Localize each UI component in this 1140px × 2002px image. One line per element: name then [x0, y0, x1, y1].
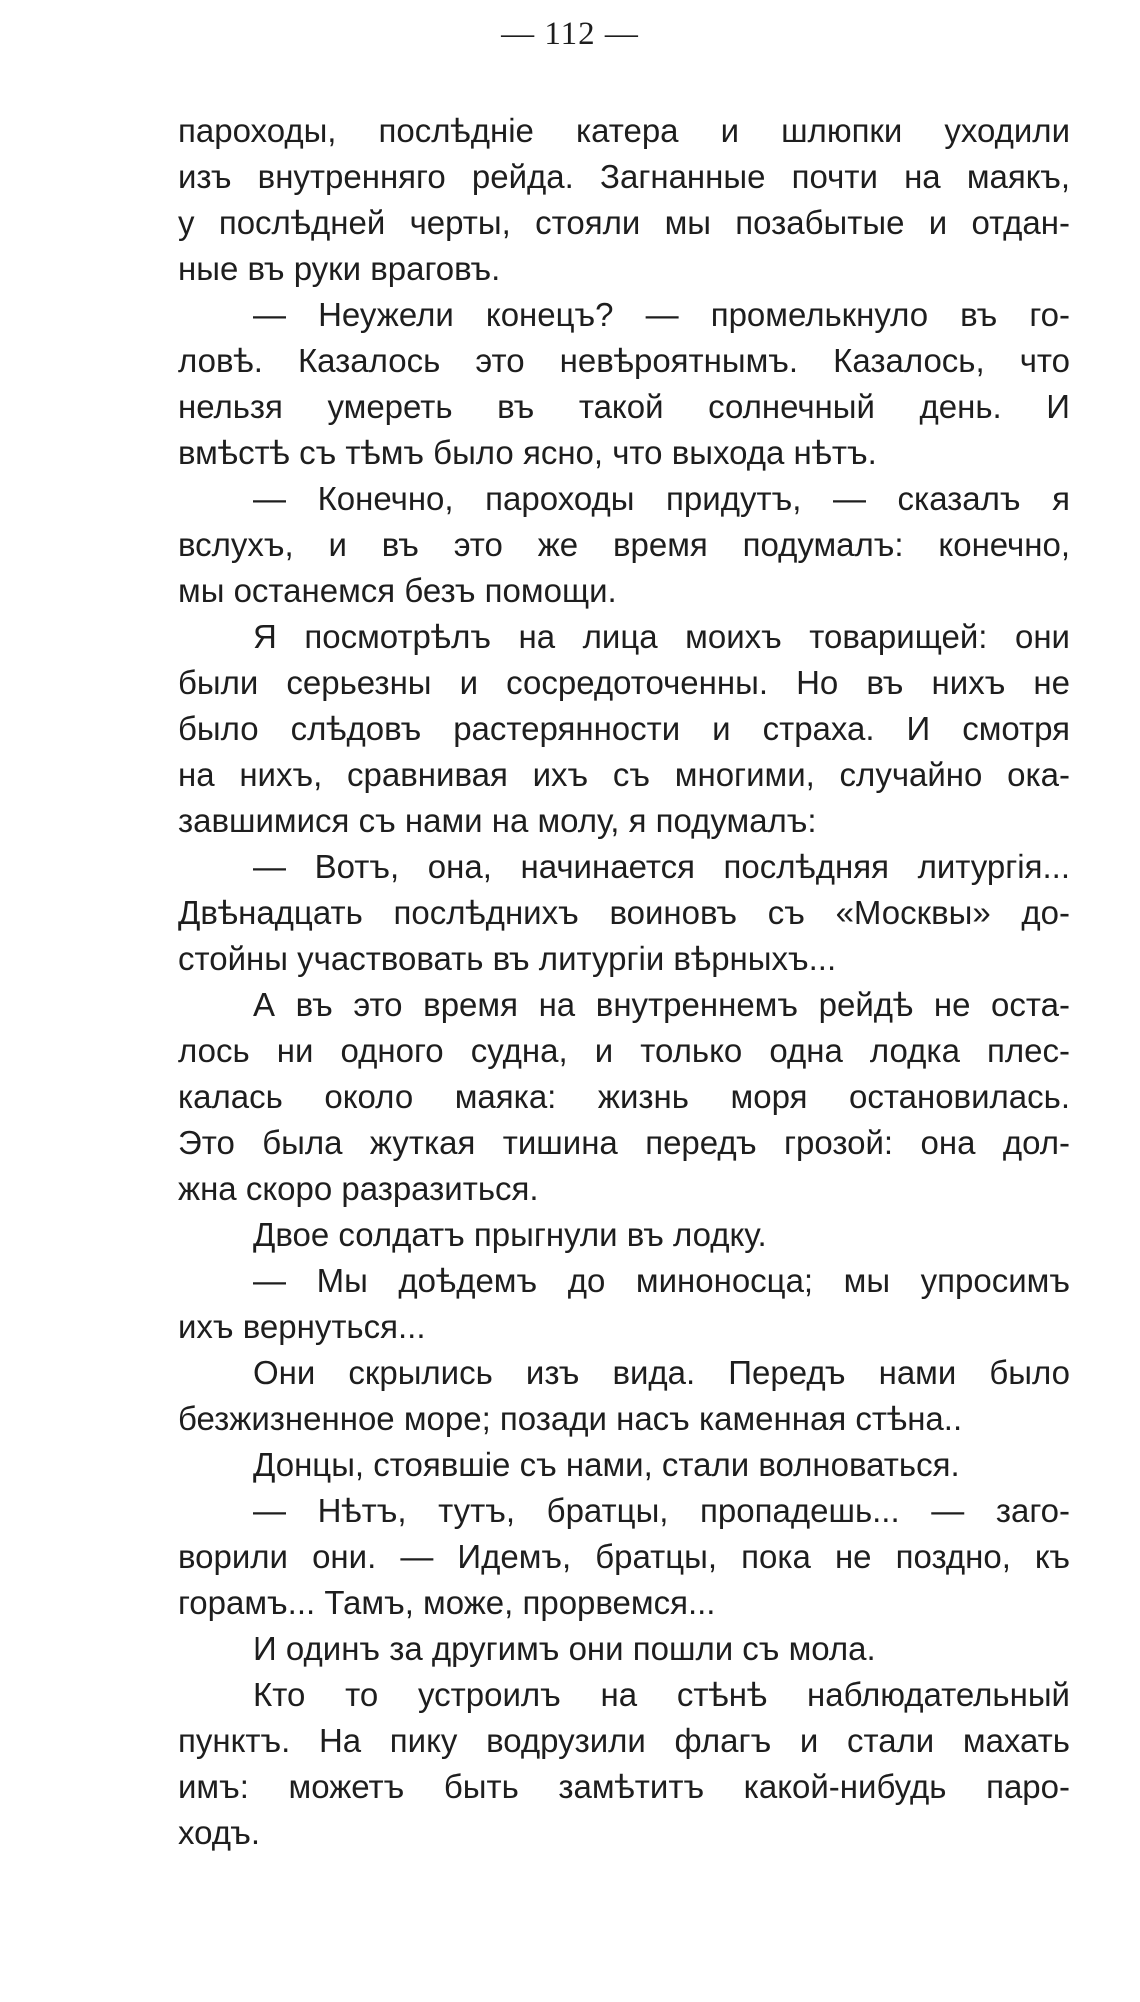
text-line: было слѣдовъ растерянности и страха. И смотря	[178, 710, 1070, 747]
text-line: лось ни одного судна, и только одна лодка плес-	[178, 1032, 1070, 1069]
text-line: — Неужели конецъ? — промелькнуло въ го-	[253, 296, 1070, 333]
text-line: пунктъ. На пику водрузили флагъ и стали махать	[178, 1722, 1070, 1759]
text-line: — Конечно, пароходы придутъ, — сказалъ я	[253, 480, 1070, 517]
text-line: на нихъ, сравнивая ихъ съ многими, случайно ока-	[178, 756, 1070, 793]
text-line: горамъ... Тамъ, може, прорвемся...	[178, 1584, 716, 1621]
text-line: Они скрылись изъ вида. Передъ нами было	[253, 1354, 1070, 1391]
text-line: были серьезны и сосредоточенны. Но въ нихъ не	[178, 664, 1070, 701]
text-line: имъ: можетъ быть замѣтитъ какой-нибудь паро-	[178, 1768, 1070, 1805]
body-text	[178, 108, 1070, 1856]
text-line: пароходы, послѣдніе катера и шлюпки уходили	[178, 112, 1070, 149]
text-line: А въ это время на внутреннемъ рейдѣ не оста-	[253, 986, 1070, 1023]
text-line: — Нѣтъ, тутъ, братцы, пропадешь... — заго-	[253, 1492, 1070, 1529]
text-line: ловѣ. Казалось это невѣроятнымъ. Казалось, что	[178, 342, 1070, 379]
text-line: — Мы доѣдемъ до миноносца; мы упросимъ	[253, 1262, 1070, 1299]
text-line: ворили они. — Идемъ, братцы, пока не поздно, къ	[178, 1538, 1070, 1575]
text-line: — Вотъ, она, начинается послѣдняя литургія...	[253, 848, 1070, 885]
text-line: изъ внутренняго рейда. Загнанные почти на маякъ,	[178, 158, 1070, 195]
text-line: нельзя умереть въ такой солнечный день. И	[178, 388, 1070, 425]
text-line: Донцы, стоявшіе съ нами, стали волноваться.	[253, 1446, 960, 1483]
text-line: И одинъ за другимъ они пошли съ мола.	[253, 1630, 876, 1667]
text-line: Я посмотрѣлъ на лица моихъ товарищей: они	[253, 618, 1070, 655]
text-line: вмѣстѣ съ тѣмъ было ясно, что выхода нѣтъ.	[178, 434, 877, 471]
text-line: Двое солдатъ прыгнули въ лодку.	[253, 1216, 767, 1253]
text-line: безжизненное море; позади насъ каменная стѣна..	[178, 1400, 963, 1437]
text-line: Это была жуткая тишина передъ грозой: она дол-	[178, 1124, 1070, 1161]
text-line: стойны участвовать въ литургіи вѣрныхъ...	[178, 940, 837, 977]
text-line: завшимися съ нами на молу, я подумалъ:	[178, 802, 817, 839]
text-line: у послѣдней черты, стояли мы позабытые и отдан-	[178, 204, 1070, 241]
text-line: мы останемся безъ помощи.	[178, 572, 617, 609]
text-line: калась около маяка: жизнь моря остановилась.	[178, 1078, 1070, 1115]
text-line: жна скоро разразиться.	[178, 1170, 539, 1207]
text-line: ихъ вернуться...	[178, 1308, 426, 1345]
text-line: ходъ.	[178, 1814, 261, 1851]
text-line: вслухъ, и въ это же время подумалъ: конечно,	[178, 526, 1070, 563]
page-number: — 112 —	[501, 16, 639, 52]
text-line: Двѣнадцать послѣднихъ воиновъ съ «Москвы» до-	[178, 894, 1070, 931]
text-line: Кто то устроилъ на стѣнѣ наблюдательный	[253, 1676, 1070, 1713]
text-line: ные въ руки враговъ.	[178, 250, 501, 287]
